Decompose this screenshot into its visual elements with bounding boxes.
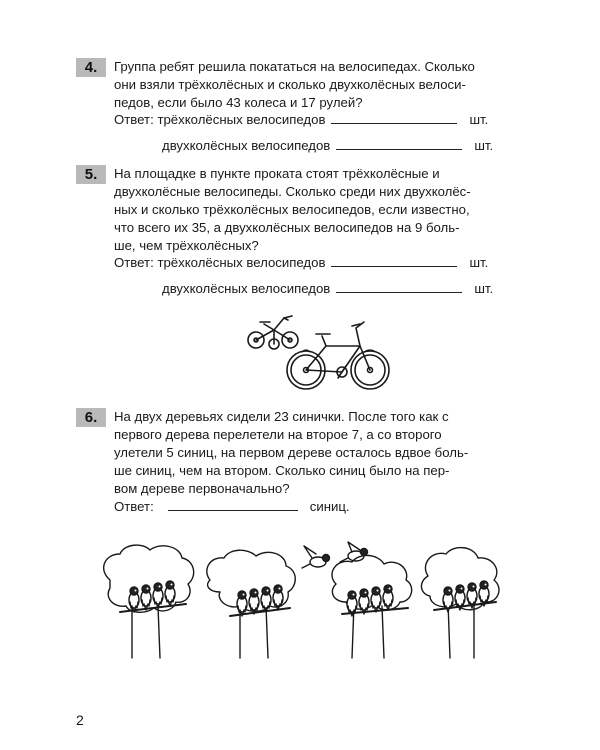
tree-icon bbox=[421, 548, 499, 658]
task-text-line: ше синиц, чем на втором. Сколько синиц было на пер- bbox=[114, 463, 450, 478]
task-text-line: педов, если было 43 колеса и 17 рулей? bbox=[114, 95, 363, 110]
answer-row bbox=[162, 136, 493, 155]
answer-blank[interactable] bbox=[336, 279, 462, 293]
task-text-line: первого дерева перелетели на второе 7, а со второго bbox=[114, 427, 442, 442]
bicycle-and-tricycle-illustration bbox=[244, 308, 404, 398]
task-number: 5. bbox=[76, 165, 106, 184]
task-text-line: они взяли трёхколёсных и сколько двухколёсных велоси- bbox=[114, 77, 466, 92]
tree-icon bbox=[332, 555, 412, 658]
tree-icon bbox=[104, 545, 194, 658]
answer-row bbox=[114, 497, 350, 516]
answer-label: трёхколёсных велосипедов bbox=[157, 112, 326, 127]
task-number: 6. bbox=[76, 408, 106, 427]
task-text-line: ных и сколько трёхколёсных велосипедов, если известно, bbox=[114, 202, 470, 217]
task-text-line: На двух деревьях сидели 23 синички. После того как с bbox=[114, 409, 449, 424]
task-text bbox=[114, 58, 534, 112]
page-number: 2 bbox=[76, 712, 84, 728]
answer-unit: шт. bbox=[474, 138, 494, 153]
tricycle-icon bbox=[248, 316, 298, 349]
answer-blank[interactable] bbox=[331, 110, 457, 124]
answer-prefix: Ответ: bbox=[114, 112, 154, 127]
task-5 bbox=[76, 165, 536, 265]
answer-blank[interactable] bbox=[168, 497, 298, 511]
answer-row bbox=[114, 253, 488, 272]
task-text-line: На площадке в пункте проката стоят трёхколёсные и bbox=[114, 166, 440, 181]
task-text bbox=[114, 165, 534, 255]
answer-blank[interactable] bbox=[336, 136, 462, 150]
task-6 bbox=[76, 408, 536, 508]
answer-prefix: Ответ: bbox=[114, 255, 154, 270]
flying-titmouse-icon bbox=[340, 542, 368, 562]
answer-unit: шт. bbox=[469, 255, 489, 270]
answer-prefix: Ответ: bbox=[114, 499, 154, 514]
flying-titmouse-icon bbox=[302, 546, 330, 568]
task-text-line: двухколёсные велосипеды. Сколько среди них двухколёс- bbox=[114, 184, 471, 199]
answer-unit: синиц. bbox=[309, 499, 350, 514]
answer-label: двухколёсных велосипедов bbox=[162, 138, 331, 153]
trees-with-titmice-illustration bbox=[90, 540, 510, 660]
answer-unit: шт. bbox=[469, 112, 489, 127]
task-text-line: ше, чем трёхколёсных? bbox=[114, 238, 259, 253]
task-text-line: что всего их 35, а двухколёсных велосипедов на 9 боль- bbox=[114, 220, 460, 235]
tree-icon bbox=[207, 550, 295, 658]
answer-row bbox=[114, 110, 488, 129]
answer-label: трёхколёсных велосипедов bbox=[157, 255, 326, 270]
answer-blank[interactable] bbox=[331, 253, 457, 267]
answer-unit: шт. bbox=[474, 281, 494, 296]
bicycle-icon bbox=[287, 322, 389, 389]
answer-label: двухколёсных велосипедов bbox=[162, 281, 331, 296]
task-number: 4. bbox=[76, 58, 106, 77]
task-text-line: улетели 5 синиц, на первом дереве осталось вдвое боль- bbox=[114, 445, 469, 460]
answer-row bbox=[162, 279, 493, 298]
task-text-line: Группа ребят решила покататься на велосипедах. Сколько bbox=[114, 59, 475, 74]
task-text bbox=[114, 408, 534, 498]
task-text-line: вом дереве первоначально? bbox=[114, 481, 290, 496]
